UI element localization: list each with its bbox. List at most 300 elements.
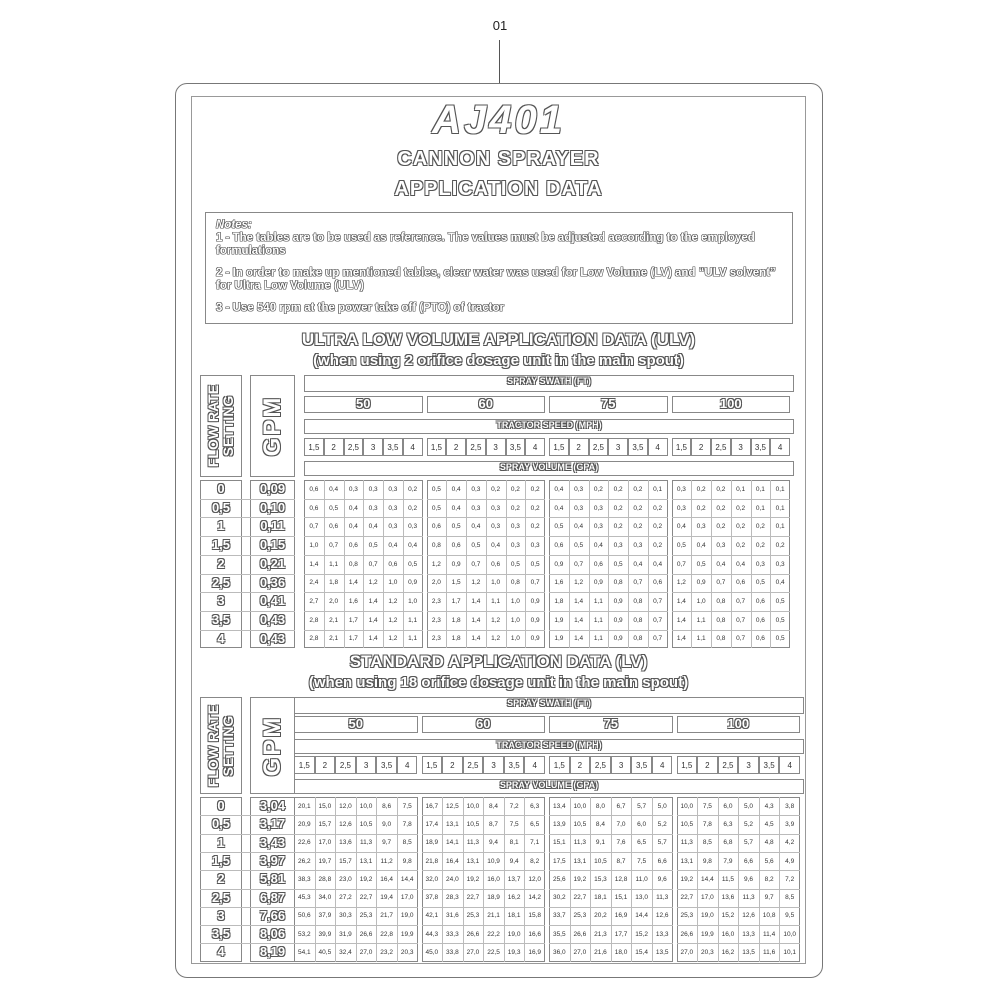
t1-cell: 1,4 (471, 598, 481, 606)
t1-cell: 0,3 (593, 504, 603, 512)
t2-cell: 9,4 (489, 839, 499, 847)
t1-cell: 0,6 (329, 523, 339, 531)
t2-cell: 6,3 (723, 820, 733, 828)
t2-cell: 12,0 (528, 875, 542, 883)
t1-cell: 1,7 (451, 598, 461, 606)
t1-setting-3: 1,5 (211, 537, 231, 553)
t1-cell: 0,5 (696, 560, 706, 568)
t2-cell: 20,2 (594, 912, 607, 920)
t1-cell: 0,7 (574, 560, 584, 568)
t2-cell: 15,7 (318, 820, 332, 828)
t2-cell: 7,8 (402, 820, 412, 828)
t2-cell: 27,2 (339, 894, 352, 902)
t1-cell: 0,2 (716, 485, 726, 493)
t2-speed-100-2,5: 2,5 (718, 756, 739, 774)
t2-cell: 30,3 (339, 912, 352, 920)
t1-cell: 2,8 (309, 616, 319, 624)
t2-cell: 28,8 (318, 875, 332, 883)
t2-cell: 23,0 (339, 875, 352, 883)
t1-cell: 0,8 (431, 541, 441, 549)
t2-cell: 8,1 (509, 839, 519, 847)
t1-cell: 1,8 (554, 598, 564, 606)
t1-row-divider-8 (200, 630, 295, 631)
t2-cell: 39,9 (318, 930, 332, 938)
t2-cell: 17,7 (614, 930, 628, 938)
t2-cell: 11,3 (466, 839, 480, 847)
t2-cell: 19,0 (507, 930, 521, 938)
t2-gpm-label: GPM (258, 715, 286, 776)
t1-speed-100-3: 3 (731, 438, 751, 456)
t2-cell: 16,2 (721, 949, 735, 957)
t1-col-divider-50-2 (344, 480, 345, 648)
t1-cell: 0,3 (368, 485, 378, 493)
t2-cell: 17,5 (552, 857, 566, 865)
t2-cell: 5,6 (764, 857, 774, 865)
t2-cell: 10,5 (680, 820, 694, 828)
t2-cell: 22,8 (380, 930, 393, 938)
t2-cell: 6,3 (530, 802, 540, 810)
t1-cell: 0,3 (388, 485, 398, 493)
t1-speed-75-2,5: 2,5 (589, 438, 609, 456)
t2-cell: 22,7 (680, 894, 694, 902)
t2-cell: 16,0 (721, 930, 735, 938)
t1-flow-rate-label: FLOW RATE SETTING (205, 384, 236, 468)
t1-cell: 0,4 (348, 523, 358, 531)
t2-col-divider-75-3 (611, 797, 612, 962)
t1-cell: 1,1 (491, 598, 501, 606)
t1-cell: 1,4 (574, 598, 584, 606)
t1-cell: 0,3 (775, 560, 785, 568)
t1-cell: 1,9 (554, 635, 564, 643)
t2-gpm-1: 3,17 (259, 816, 286, 832)
t1-cell: 1,1 (593, 635, 603, 643)
t2-speed-100-3: 3 (738, 756, 759, 774)
t1-swath-100: 100 (672, 396, 791, 413)
t1-cell: 0,6 (431, 523, 441, 531)
t1-col-divider-50-4 (383, 480, 384, 648)
t2-cell: 38,3 (297, 875, 311, 883)
t1-cell: 0,4 (716, 560, 726, 568)
t1-cell: 0,2 (736, 523, 746, 531)
header-line-2: APPLICATION DATA (394, 178, 603, 200)
t2-cell: 16,0 (487, 875, 500, 883)
t1-cell: 0,8 (716, 616, 726, 624)
t1-col-divider-100-1 (691, 480, 692, 648)
t1-cell: 0,6 (593, 560, 603, 568)
t1-col-divider-60-1 (446, 480, 447, 648)
t1-speed-60-4: 4 (525, 438, 545, 456)
t1-col-divider-50-1 (324, 480, 325, 648)
t2-cell: 16,9 (614, 912, 628, 920)
t1-cell: 0,1 (736, 485, 746, 493)
t1-cell: 0,1 (775, 504, 785, 512)
t2-col-divider-50-5 (397, 797, 398, 962)
t2-cell: 11,3 (359, 839, 373, 847)
t2-setting-3: 1,5 (211, 852, 231, 868)
t1-cell: 1,8 (329, 579, 339, 587)
t2-cell: 9,8 (402, 857, 412, 865)
t2-gpm-4: 5,81 (259, 871, 286, 887)
t1-cell: 0,2 (653, 541, 663, 549)
t1-cell: 1,0 (309, 541, 319, 549)
t1-cell: 1,0 (696, 598, 706, 606)
t1-cell: 0,6 (388, 560, 398, 568)
t2-speed-100-4: 4 (779, 756, 800, 774)
t2-col-divider-60-3 (483, 797, 484, 962)
t2-cell: 8,6 (382, 802, 392, 810)
t2-cell: 20,1 (297, 802, 311, 810)
t1-cell: 0,2 (696, 504, 706, 512)
t1-cell: 0,3 (388, 504, 398, 512)
t1-cell: 2,7 (309, 598, 319, 606)
t2-speed-60-3: 3 (483, 756, 504, 774)
t2-cell: 32,4 (339, 949, 352, 957)
t2-cell: 15,2 (635, 930, 648, 938)
t2-gpm-5: 6,87 (259, 889, 286, 905)
model-code: AJ401 (432, 98, 565, 142)
t2-cell: 14,2 (528, 894, 542, 902)
t2-cell: 9,5 (785, 912, 795, 920)
t2-cell: 19,7 (318, 857, 332, 865)
t2-cell: 27,0 (680, 949, 694, 957)
t2-setting-5: 2,5 (211, 889, 231, 905)
t2-cell: 30,2 (552, 894, 566, 902)
t2-cell: 7,8 (702, 820, 712, 828)
t1-speed-100-2: 2 (691, 438, 711, 456)
t2-setting-4: 2 (217, 871, 225, 887)
t1-row-divider-5 (200, 574, 295, 575)
t1-cell: 1,4 (676, 616, 686, 624)
t1-speed-50-4: 4 (403, 438, 423, 456)
t2-speed-50-2: 2 (315, 756, 336, 774)
t2-cell: 8,5 (702, 839, 712, 847)
t1-cell: 0,5 (431, 504, 441, 512)
t2-setting-6: 3 (217, 907, 225, 923)
t2-cell: 32,0 (425, 875, 439, 883)
t1-cell: 0,5 (775, 635, 785, 643)
t1-cell: 1,4 (471, 616, 481, 624)
t1-cell: 0,7 (676, 560, 686, 568)
t1-flow-rate-header (200, 375, 242, 477)
t2-cell: 18,9 (425, 839, 439, 847)
t1-cell: 0,2 (755, 541, 765, 549)
t1-setting-0: 0 (217, 481, 225, 496)
t1-cell: 0,4 (574, 523, 584, 531)
t1-col-divider-60-5 (525, 480, 526, 648)
t1-cell: 1,2 (491, 616, 501, 624)
notes-title: Notes: (216, 219, 252, 231)
t1-cell: 1,9 (554, 616, 564, 624)
t2-cell: 7,2 (509, 802, 519, 810)
t2-cell: 27,0 (573, 949, 587, 957)
t2-swath-50: 50 (294, 716, 418, 733)
t2-cell: 15,3 (594, 875, 607, 883)
t1-cell: 0,7 (716, 579, 726, 587)
t2-row-divider-2 (200, 834, 295, 835)
t1-cell: 1,0 (510, 598, 520, 606)
t1-cell: 0,3 (348, 485, 358, 493)
t1-cell: 0,3 (530, 541, 540, 549)
t2-cell: 16,4 (380, 875, 393, 883)
t2-col-divider-100-4 (759, 797, 760, 962)
t2-cell: 18,0 (614, 949, 628, 957)
t1-cell: 0,2 (408, 485, 418, 493)
t1-cell: 0,3 (471, 485, 481, 493)
t1-speed-75-2: 2 (569, 438, 589, 456)
t1-cell: 0,4 (653, 560, 663, 568)
t1-cell: 0,6 (491, 560, 501, 568)
t2-col-divider-50-4 (376, 797, 377, 962)
t2-cell: 27,0 (359, 949, 373, 957)
t1-gpm-3: 0,15 (259, 537, 286, 553)
t1-cell: 0,2 (716, 523, 726, 531)
t1-cell: 1,4 (368, 635, 378, 643)
t2-cell: 11,3 (680, 839, 693, 847)
t2-speed-60-2,5: 2,5 (463, 756, 484, 774)
t1-cell: 1,2 (368, 579, 378, 587)
t2-cell: 10,0 (573, 802, 587, 810)
t1-cell: 0,9 (451, 560, 461, 568)
t1-cell: 1,8 (451, 635, 461, 643)
t1-cell: 1,0 (510, 616, 520, 624)
t1-cell: 0,2 (653, 504, 663, 512)
t1-cell: 0,4 (388, 541, 398, 549)
t1-cell: 0,5 (510, 560, 520, 568)
t2-setting-2: 1 (217, 834, 225, 850)
t2-cell: 9,1 (595, 839, 605, 847)
t1-cell: 0,4 (554, 485, 564, 493)
t2-cell: 13,5 (655, 949, 669, 957)
t2-cell: 6,5 (530, 820, 540, 828)
t1-cell: 0,4 (696, 541, 706, 549)
t1-cell: 0,2 (633, 523, 643, 531)
t1-cell: 2,4 (309, 579, 319, 587)
t2-cell: 7,5 (637, 857, 647, 865)
t2-cell: 37,9 (318, 912, 332, 920)
t2-speed-100-2: 2 (697, 756, 718, 774)
t1-col-divider-75-3 (608, 480, 609, 648)
t2-cell: 7,5 (509, 820, 519, 828)
t1-cell: 2,3 (431, 635, 441, 643)
t1-cell: 1,4 (368, 616, 378, 624)
t1-cell: 1,1 (329, 560, 339, 568)
t2-cell: 12,6 (742, 912, 755, 920)
t1-cell: 0,3 (574, 504, 584, 512)
t2-cell: 13,6 (339, 839, 352, 847)
t2-cell: 33,7 (552, 912, 566, 920)
t2-cell: 11,0 (635, 875, 648, 883)
t1-cell: 0,9 (613, 598, 623, 606)
t1-cell: 0,5 (775, 598, 785, 606)
t1-cell: 0,9 (530, 616, 540, 624)
t1-gpm-6: 0,41 (259, 593, 286, 609)
t1-gpm-header (250, 375, 295, 477)
note-3: 3 - Use 540 rpm at the power take off (PTO) of tractor (216, 302, 504, 314)
t2-cell: 5,0 (657, 802, 667, 810)
t1-cell: 0,4 (408, 541, 418, 549)
t1-speed-75-4: 4 (648, 438, 668, 456)
t1-col-divider-60-2 (466, 480, 467, 648)
t1-cell: 0,4 (329, 485, 339, 493)
t1-col-divider-100-3 (731, 480, 732, 648)
t1-cell: 0,8 (716, 598, 726, 606)
t2-cell: 50,6 (297, 912, 311, 920)
t2-cell: 11,4 (763, 930, 776, 938)
t1-cell: 1,4 (676, 635, 686, 643)
t1-cell: 0,7 (653, 635, 663, 643)
t1-cell: 1,2 (574, 579, 584, 587)
t1-cell: 1,0 (491, 579, 501, 587)
t2-cell: 26,2 (297, 857, 311, 865)
t2-col-divider-60-5 (524, 797, 525, 962)
t2-cell: 10,5 (594, 857, 607, 865)
t2-cell: 5,7 (657, 839, 667, 847)
t2-cell: 7,0 (616, 820, 626, 828)
t2-cell: 24,0 (446, 875, 459, 883)
t1-gpm-5: 0,36 (259, 574, 286, 590)
t2-cell: 22,5 (487, 949, 500, 957)
t1-cell: 0,4 (736, 560, 746, 568)
t2-cell: 4,5 (764, 820, 774, 828)
t2-cell: 8,4 (595, 820, 605, 828)
t1-cell: 1,4 (309, 560, 319, 568)
t2-cell: 13,0 (635, 894, 648, 902)
t2-cell: 16,2 (507, 894, 521, 902)
t2-cell: 26,6 (359, 930, 373, 938)
t2-cell: 21,1 (487, 912, 500, 920)
t2-cell: 16,9 (528, 949, 542, 957)
t2-cell: 10,8 (762, 912, 776, 920)
t2-cell: 33,8 (446, 949, 459, 957)
t1-setting-8: 4 (217, 630, 225, 646)
t2-speed-100-3,5: 3,5 (759, 756, 780, 774)
t2-cell: 13,1 (359, 857, 373, 865)
t1-cell: 0,7 (653, 616, 663, 624)
t1-speed-75-3,5: 3,5 (628, 438, 648, 456)
header-line-1: CANNON SPRAYER (397, 148, 600, 170)
t1-cell: 0,7 (368, 560, 378, 568)
t1-speed-100-2,5: 2,5 (711, 438, 731, 456)
t2-col-divider-100-3 (738, 797, 739, 962)
t2-cell: 10,0 (783, 930, 797, 938)
t1-cell: 0,5 (329, 504, 339, 512)
t2-cell: 16,6 (528, 930, 542, 938)
t1-cell: 0,3 (574, 485, 584, 493)
t1-speed-60-3: 3 (486, 438, 506, 456)
t1-row-divider-7 (200, 611, 295, 612)
t1-cell: 1,1 (408, 635, 418, 643)
t1-speed-100-3,5: 3,5 (751, 438, 771, 456)
t1-col-divider-75-2 (589, 480, 590, 648)
t2-gpm-3: 3,97 (259, 852, 286, 868)
t1-cell: 0,6 (755, 598, 765, 606)
t1-cell: 1,4 (471, 635, 481, 643)
t2-cell: 19,2 (680, 875, 694, 883)
t2-cell: 5,7 (637, 802, 647, 810)
t2-col-divider-75-5 (652, 797, 653, 962)
t2-col-divider-60-4 (504, 797, 505, 962)
t2-cell: 19,9 (400, 930, 414, 938)
t1-cell: 2,1 (329, 635, 339, 643)
t2-cell: 22,7 (466, 894, 480, 902)
t2-cell: 19,0 (701, 912, 714, 920)
t1-cell: 0,3 (755, 560, 765, 568)
t2-cell: 7,1 (530, 839, 540, 847)
t1-cell: 0,8 (348, 560, 358, 568)
t2-cell: 19,3 (507, 949, 521, 957)
t1-cell: 0,4 (491, 541, 501, 549)
t1-cell: 0,3 (510, 541, 520, 549)
t1-cell: 0,2 (755, 523, 765, 531)
t2-cell: 5,7 (744, 839, 754, 847)
t2-cell: 21,3 (594, 930, 607, 938)
t1-cell: 1,2 (388, 598, 398, 606)
t1-cell: 0,3 (716, 541, 726, 549)
t2-cell: 22,7 (573, 894, 587, 902)
t2-swath-header: SPRAY SWATH (FT) (294, 697, 804, 714)
note-2: 2 - In order to make up mentioned tables, clear water was used for Low Volume (LV) and “ULV solvent” for Ultra Low Volume (ULV) (216, 267, 776, 292)
t1-cell: 1,4 (574, 635, 584, 643)
t1-cell: 2,3 (431, 616, 441, 624)
t1-cell: 0,9 (613, 616, 623, 624)
t2-cell: 25,3 (573, 912, 587, 920)
t1-cell: 0,5 (408, 560, 418, 568)
t2-gpm-7: 8,06 (259, 926, 286, 942)
t2-cell: 19,9 (701, 930, 714, 938)
t1-speed-100-1,5: 1,5 (672, 438, 692, 456)
t1-cell: 0,4 (368, 523, 378, 531)
t2-cell: 31,9 (339, 930, 352, 938)
t1-col-divider-75-5 (648, 480, 649, 648)
t1-cell: 1,1 (696, 635, 706, 643)
t2-cell: 7,6 (616, 839, 626, 847)
t1-cell: 0,3 (633, 541, 643, 549)
t1-cell: 0,5 (613, 560, 623, 568)
t2-swath-75: 75 (549, 716, 673, 733)
t2-cell: 22,6 (297, 839, 311, 847)
t2-cell: 15,7 (339, 857, 352, 865)
t1-cell: 0,9 (696, 579, 706, 587)
t2-cell: 5,2 (657, 820, 667, 828)
t1-gpm-8: 0,43 (259, 630, 286, 646)
t1-gpm-1: 0,10 (259, 499, 286, 515)
t2-cell: 8,2 (530, 857, 540, 865)
note-1: 1 - The tables are to be used as reference. The values must be adjusted according to the employed formulations (216, 232, 755, 257)
t2-cell: 20,3 (400, 949, 414, 957)
t1-setting-4: 2 (217, 555, 225, 571)
t2-cell: 13,1 (466, 857, 480, 865)
t2-speed-75-2,5: 2,5 (590, 756, 611, 774)
t2-gpm-2: 3,43 (259, 834, 286, 850)
t2-cell: 12,8 (614, 875, 628, 883)
t1-cell: 0,9 (530, 598, 540, 606)
t1-cell: 0,8 (633, 616, 643, 624)
t1-cell: 0,4 (554, 504, 564, 512)
t2-cell: 36,0 (552, 949, 566, 957)
t1-cell: 0,5 (554, 523, 564, 531)
t1-speed-50-2,5: 2,5 (344, 438, 364, 456)
t1-cell: 2,0 (329, 598, 339, 606)
t1-cell: 1,7 (348, 635, 358, 643)
t2-speed-100-1,5: 1,5 (677, 756, 698, 774)
t2-col-divider-50-3 (356, 797, 357, 962)
t2-cell: 8,2 (764, 875, 774, 883)
t1-cell: 0,8 (613, 579, 623, 587)
t1-speed-75-1,5: 1,5 (549, 438, 569, 456)
t2-cell: 13,9 (552, 820, 566, 828)
t1-cell: 0,5 (676, 541, 686, 549)
t2-col-divider-60-2 (463, 797, 464, 962)
